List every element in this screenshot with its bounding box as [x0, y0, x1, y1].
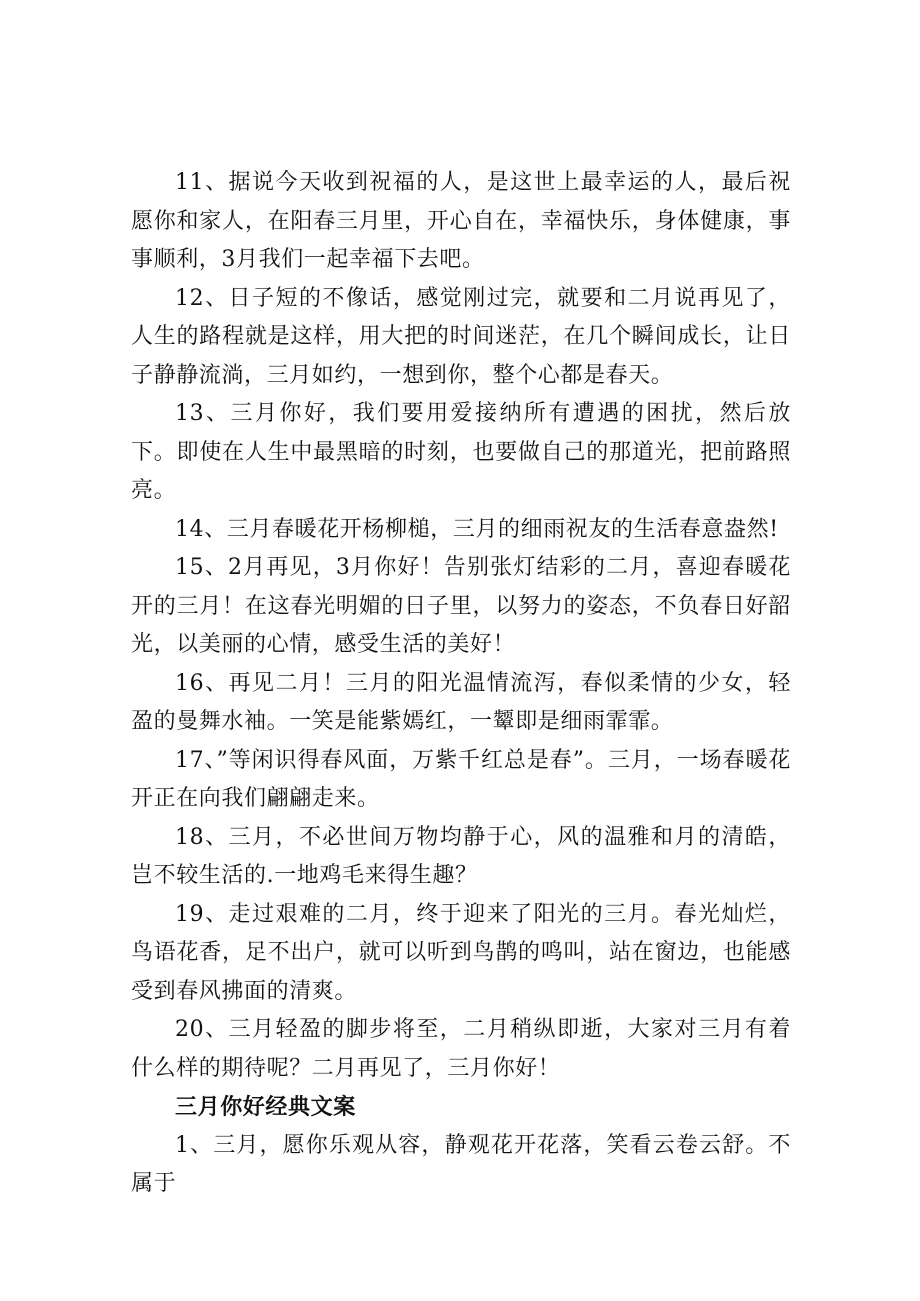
paragraph-16: 16、再见二月！三月的阳光温情流泻，春似柔情的少女，轻盈的曼舞水袖。一笑是能紫嫣红，一颦即是细雨霏霏。 [131, 670, 791, 734]
section-heading: 三月你好经典文案 [175, 1094, 356, 1120]
paragraph-15: 15、2月再见，3月你好！告别张灯结彩的二月，喜迎春暖花开的三月！在这春光明媚的日子里，以努力的姿态，不负春日好韶光，以美丽的心情，感受生活的美好！ [131, 555, 791, 657]
paragraph-17: 17、”等闲识得春风面，万紫千红总是春”。三月，一场春暖花开正在向我们翩翩走来。 [131, 747, 791, 811]
paragraph-18: 18、三月，不必世间万物均静于心，风的温雅和月的清皓，岂不较生活的.一地鸡毛来得生趣？ [131, 824, 791, 888]
paragraph-19: 19、走过艰难的二月，终于迎来了阳光的三月。春光灿烂，鸟语花香，足不出户，就可以听到鸟鹊的鸣叫，站在窗边，也能感受到春风拂面的清爽。 [131, 901, 791, 1004]
paragraph-14: 14、三月春暖花开杨柳槌，三月的细雨祝友的生活春意盎然! [175, 516, 779, 542]
paragraph-13: 13、三月你好，我们要用爱接纳所有遭遇的困扰，然后放下。即使在人生中最黑暗的时刻，也要做自己的那道光，把前路照亮。 [131, 401, 791, 503]
section-paragraph-1: 1、三月，愿你乐观从容，静观花开花落，笑看云卷云舒。不属于 [131, 1132, 791, 1196]
paragraph-11: 11、据说今天收到祝福的人，是这世上最幸运的人，最后祝愿你和家人，在阳春三月里，开心自在，幸福快乐，身体健康，事事顺利，3月我们一起幸福下去吧。 [131, 170, 791, 272]
document-body [131, 164, 791, 1204]
paragraph-20: 20、三月轻盈的脚步将至，二月稍纵即逝，大家对三月有着什么样的期待呢？二月再见了，三月你好！ [131, 1017, 791, 1081]
paragraph-12: 12、日子短的不像话，感觉刚过完，就要和二月说再见了，人生的路程就是这样，用大把的时间迷茫，在几个瞬间成长，让日子静静流淌，三月如约，一想到你，整个心都是春天。 [131, 285, 791, 388]
